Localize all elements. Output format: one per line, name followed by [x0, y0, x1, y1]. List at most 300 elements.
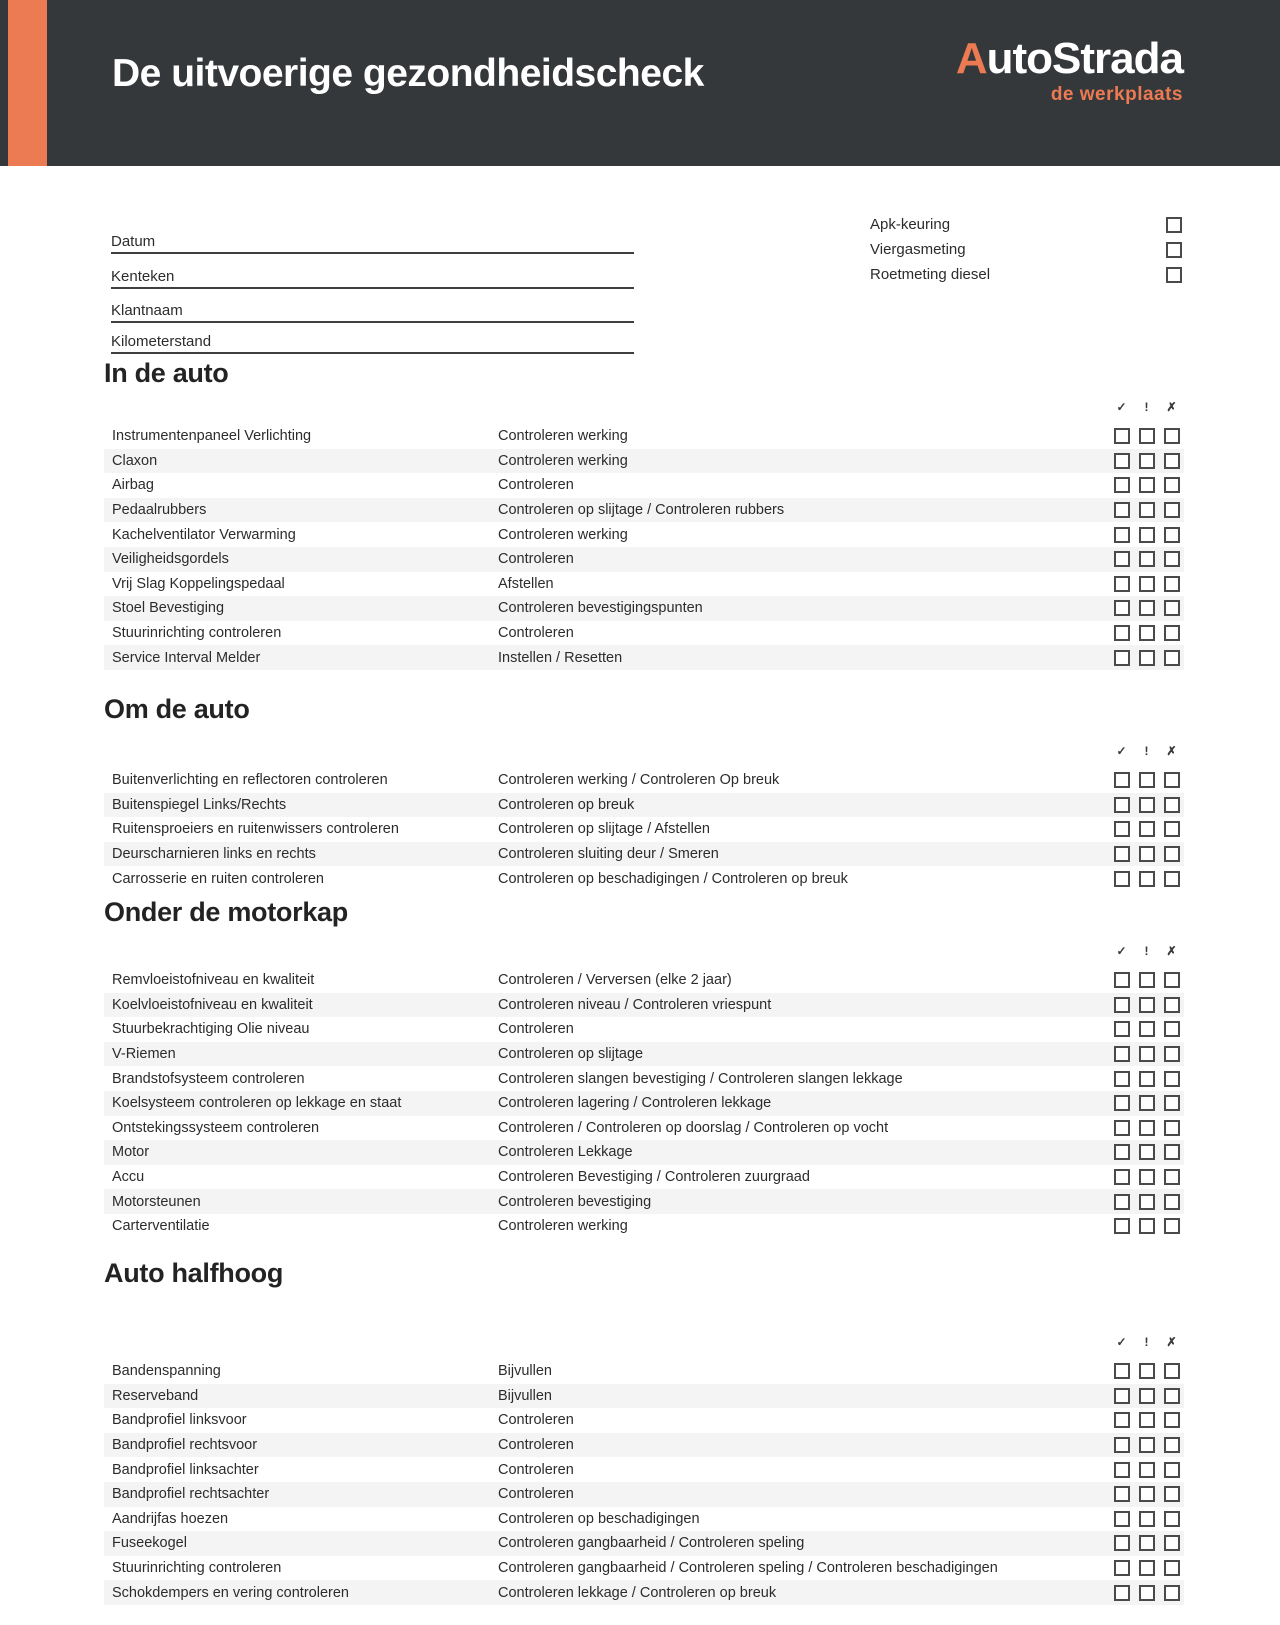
attention-checkbox[interactable]	[1139, 1046, 1155, 1062]
attention-checkbox[interactable]	[1139, 551, 1155, 567]
cross-checkbox[interactable]	[1164, 1363, 1180, 1379]
check-cells	[1109, 1169, 1184, 1185]
field-label: Datum	[111, 233, 156, 250]
attention-checkbox[interactable]	[1139, 772, 1155, 788]
check-checkbox[interactable]	[1114, 1095, 1130, 1111]
check-cell	[1159, 1486, 1184, 1502]
check-column-header	[104, 400, 1184, 415]
table-row	[104, 842, 1184, 867]
check-checkbox[interactable]	[1114, 997, 1130, 1013]
check-checkbox[interactable]	[1114, 527, 1130, 543]
table-row	[104, 1580, 1184, 1605]
item-label: Motor	[112, 1144, 150, 1161]
cross-checkbox[interactable]	[1164, 453, 1180, 469]
attention-checkbox[interactable]	[1139, 797, 1155, 813]
check-cell	[1109, 600, 1134, 616]
action-label: Controleren Bevestiging / Controleren zuurgraad	[498, 1169, 810, 1186]
check-cell	[1134, 772, 1159, 788]
attention-checkbox[interactable]	[1139, 527, 1155, 543]
attention-checkbox[interactable]	[1139, 821, 1155, 837]
check-checkbox[interactable]	[1114, 1120, 1130, 1136]
attention-checkbox[interactable]	[1139, 502, 1155, 518]
item-label: Accu	[112, 1169, 145, 1186]
table-row	[104, 793, 1184, 818]
cross-checkbox[interactable]	[1164, 972, 1180, 988]
action-label: Controleren werking	[498, 1218, 628, 1235]
check-cell	[1134, 1486, 1159, 1502]
check-cell	[1159, 502, 1184, 518]
check-cells	[1109, 1144, 1184, 1160]
item-label: Service Interval Melder	[112, 649, 261, 666]
check-checkbox[interactable]	[1114, 1194, 1130, 1210]
table-row	[104, 498, 1184, 523]
cross-checkbox[interactable]	[1164, 1560, 1180, 1576]
table-row	[104, 1507, 1184, 1532]
check-cells	[1109, 502, 1184, 518]
check-cells	[1109, 1388, 1184, 1404]
item-label: Brandstofsysteem controleren	[112, 1070, 305, 1087]
check-cell	[1159, 1194, 1184, 1210]
check-cell	[1134, 1194, 1159, 1210]
check-cells	[1109, 527, 1184, 543]
item-label: Aandrijfas hoezen	[112, 1510, 229, 1527]
check-checkbox[interactable]	[1114, 797, 1130, 813]
table-row	[104, 1042, 1184, 1067]
check-checkbox[interactable]	[1114, 972, 1130, 988]
attention-checkbox[interactable]	[1139, 1486, 1155, 1502]
check-checkbox[interactable]	[1114, 1560, 1130, 1576]
check-cell	[1159, 1120, 1184, 1136]
cross-checkbox[interactable]	[1164, 527, 1180, 543]
table-row	[104, 1116, 1184, 1141]
check-cell	[1159, 1095, 1184, 1111]
cross-icon: ✗	[1166, 744, 1177, 758]
cross-checkbox[interactable]	[1164, 1120, 1180, 1136]
cross-checkbox[interactable]	[1164, 428, 1180, 444]
check-cell	[1159, 1462, 1184, 1478]
item-label: Instrumentenpaneel Verlichting	[112, 428, 312, 445]
cross-checkbox[interactable]	[1164, 797, 1180, 813]
cross-checkbox[interactable]	[1164, 551, 1180, 567]
check-cell	[1134, 600, 1159, 616]
check-checkbox[interactable]	[1114, 1486, 1130, 1502]
check-checkbox[interactable]	[1114, 576, 1130, 592]
cross-checkbox[interactable]	[1164, 1194, 1180, 1210]
check-cells	[1109, 576, 1184, 592]
table-row	[104, 1165, 1184, 1190]
cross-checkbox[interactable]	[1164, 1511, 1180, 1527]
viergasmeting-checkbox[interactable]	[1166, 242, 1182, 258]
action-label: Controleren slangen bevestiging / Controleren slangen lekkage	[498, 1070, 903, 1087]
action-label: Controleren Lekkage	[498, 1144, 633, 1161]
check-cell	[1159, 1144, 1184, 1160]
check-cells	[1109, 477, 1184, 493]
attention-checkbox[interactable]	[1139, 600, 1155, 616]
attention-checkbox[interactable]	[1139, 1511, 1155, 1527]
check-cell	[1159, 997, 1184, 1013]
inspection-row	[870, 212, 1182, 237]
check-cell	[1109, 997, 1134, 1013]
attention-checkbox[interactable]	[1139, 576, 1155, 592]
item-label: Bandprofiel linksachter	[112, 1461, 259, 1478]
check-cell	[1159, 871, 1184, 887]
inspection-row	[870, 237, 1182, 262]
field-label: Kenteken	[111, 268, 175, 285]
action-label: Bijvullen	[498, 1387, 552, 1404]
field-label: Klantnaam	[111, 302, 183, 319]
check-checkbox[interactable]	[1114, 772, 1130, 788]
attention-checkbox[interactable]	[1139, 1585, 1155, 1601]
item-label: Airbag	[112, 477, 154, 494]
check-cell	[1109, 1585, 1134, 1601]
action-label: Controleren	[498, 625, 574, 642]
action-label: Controleren op breuk	[498, 796, 635, 813]
check-checkbox[interactable]	[1114, 600, 1130, 616]
check-icon: ✓	[1116, 1335, 1127, 1349]
cross-checkbox[interactable]	[1164, 1535, 1180, 1551]
check-checkbox[interactable]	[1114, 1218, 1130, 1234]
section-title-om-de-auto: Om de auto	[104, 694, 250, 724]
check-cell	[1134, 1095, 1159, 1111]
item-label: Motorsteunen	[112, 1193, 201, 1210]
item-label: Fuseekogel	[112, 1535, 187, 1552]
table-row	[104, 1433, 1184, 1458]
check-checkbox[interactable]	[1114, 428, 1130, 444]
check-checkbox[interactable]	[1114, 1144, 1130, 1160]
accent-bar	[8, 0, 47, 166]
check-cells	[1109, 1486, 1184, 1502]
check-cells	[1109, 1363, 1184, 1379]
check-cells	[1109, 1511, 1184, 1527]
cross-checkbox[interactable]	[1164, 650, 1180, 666]
check-cell	[1159, 650, 1184, 666]
item-label: Veiligheidsgordels	[112, 551, 229, 568]
action-label: Controleren / Controleren op doorslag / Controleren op vocht	[498, 1119, 889, 1136]
check-cell	[1159, 1437, 1184, 1453]
check-cell	[1159, 1560, 1184, 1576]
check-checkbox[interactable]	[1114, 1071, 1130, 1087]
attention-checkbox[interactable]	[1139, 1560, 1155, 1576]
check-cell	[1109, 1560, 1134, 1576]
item-label: Bandprofiel rechtsvoor	[112, 1437, 258, 1454]
check-checkbox[interactable]	[1114, 1021, 1130, 1037]
cross-checkbox[interactable]	[1164, 772, 1180, 788]
check-checkbox[interactable]	[1114, 551, 1130, 567]
check-cell	[1134, 821, 1159, 837]
check-cell	[1109, 625, 1134, 641]
cross-checkbox[interactable]	[1164, 871, 1180, 887]
check-cells	[1109, 453, 1184, 469]
header-banner	[0, 0, 1280, 166]
check-cells	[1109, 1535, 1184, 1551]
cross-checkbox[interactable]	[1164, 477, 1180, 493]
attention-checkbox[interactable]	[1139, 1144, 1155, 1160]
attention-checkbox[interactable]	[1139, 650, 1155, 666]
attention-checkbox[interactable]	[1139, 1071, 1155, 1087]
cross-checkbox[interactable]	[1164, 1486, 1180, 1502]
check-cell	[1109, 972, 1134, 988]
attention-checkbox[interactable]	[1139, 1120, 1155, 1136]
action-label: Controleren	[498, 551, 574, 568]
check-cell	[1134, 527, 1159, 543]
check-cell	[1109, 1412, 1134, 1428]
attention-checkbox[interactable]	[1139, 1194, 1155, 1210]
table-row	[104, 449, 1184, 474]
item-label: Claxon	[112, 452, 158, 469]
inspection-row	[870, 262, 1182, 287]
action-label: Controleren gangbaarheid / Controleren speling	[498, 1535, 805, 1552]
item-label: Carrosserie en ruiten controleren	[112, 870, 324, 887]
check-cell	[1109, 821, 1134, 837]
cross-checkbox[interactable]	[1164, 576, 1180, 592]
check-cells	[1109, 551, 1184, 567]
check-column-header	[104, 944, 1184, 959]
table-row	[104, 473, 1184, 498]
table-row	[104, 768, 1184, 793]
attention-checkbox[interactable]	[1139, 1437, 1155, 1453]
check-checkbox[interactable]	[1114, 502, 1130, 518]
check-cell	[1159, 772, 1184, 788]
checklist-table	[104, 768, 1184, 891]
action-label: Controleren niveau / Controleren vriespunt	[498, 996, 772, 1013]
check-cell	[1159, 453, 1184, 469]
check-cell	[1109, 772, 1134, 788]
logo-accent-letter: A	[955, 34, 987, 83]
item-label: Stuurinrichting controleren	[112, 625, 282, 642]
cross-checkbox[interactable]	[1164, 821, 1180, 837]
check-cell	[1159, 1021, 1184, 1037]
action-label: Controleren	[498, 1437, 574, 1454]
check-cell	[1134, 650, 1159, 666]
cross-checkbox[interactable]	[1164, 502, 1180, 518]
cross-checkbox[interactable]	[1164, 1585, 1180, 1601]
table-row	[104, 424, 1184, 449]
attention-checkbox[interactable]	[1139, 972, 1155, 988]
cross-checkbox[interactable]	[1164, 600, 1180, 616]
roetmeting-diesel-checkbox[interactable]	[1166, 267, 1182, 283]
table-row	[104, 866, 1184, 891]
attention-checkbox[interactable]	[1139, 1169, 1155, 1185]
check-checkbox[interactable]	[1114, 1437, 1130, 1453]
check-cell	[1159, 428, 1184, 444]
check-checkbox[interactable]	[1114, 1535, 1130, 1551]
cross-checkbox[interactable]	[1164, 1218, 1180, 1234]
check-cell	[1109, 1363, 1134, 1379]
cross-checkbox[interactable]	[1164, 846, 1180, 862]
attention-checkbox[interactable]	[1139, 1095, 1155, 1111]
attention-checkbox[interactable]	[1139, 846, 1155, 862]
item-label: Buitenverlichting en reflectoren controleren	[112, 772, 388, 789]
table-row	[104, 1482, 1184, 1507]
item-label: Stuurbekrachtiging Olie niveau	[112, 1021, 310, 1038]
table-row	[104, 1531, 1184, 1556]
item-label: Vrij Slag Koppelingspedaal	[112, 575, 285, 592]
checklist-table	[104, 968, 1184, 1239]
item-label: Bandprofiel rechtsachter	[112, 1486, 270, 1503]
attention-icon: !	[1144, 400, 1149, 414]
check-cell	[1109, 1169, 1134, 1185]
section-title-onder-de-motorkap: Onder de motorkap	[104, 897, 348, 927]
check-cell	[1159, 1585, 1184, 1601]
inspection-label: Viergasmeting	[870, 241, 966, 258]
cross-checkbox[interactable]	[1164, 1144, 1180, 1160]
check-cell	[1109, 1535, 1134, 1551]
check-cell	[1159, 551, 1184, 567]
cross-checkbox[interactable]	[1164, 1046, 1180, 1062]
check-cell	[1134, 1535, 1159, 1551]
attention-checkbox[interactable]	[1139, 1412, 1155, 1428]
attention-checkbox[interactable]	[1139, 1363, 1155, 1379]
check-checkbox[interactable]	[1114, 650, 1130, 666]
check-cells	[1109, 650, 1184, 666]
cross-checkbox[interactable]	[1164, 1169, 1180, 1185]
action-label: Afstellen	[498, 575, 554, 592]
table-row	[104, 596, 1184, 621]
attention-checkbox[interactable]	[1139, 1021, 1155, 1037]
action-label: Controleren op beschadigingen / Controleren op breuk	[498, 870, 848, 887]
attention-checkbox[interactable]	[1139, 1535, 1155, 1551]
attention-checkbox[interactable]	[1139, 477, 1155, 493]
table-row	[104, 817, 1184, 842]
check-checkbox[interactable]	[1114, 871, 1130, 887]
check-cells	[1109, 1194, 1184, 1210]
check-cell	[1109, 576, 1134, 592]
check-checkbox[interactable]	[1114, 1462, 1130, 1478]
check-checkbox[interactable]	[1114, 453, 1130, 469]
attention-checkbox[interactable]	[1139, 997, 1155, 1013]
check-checkbox[interactable]	[1114, 625, 1130, 641]
cross-checkbox[interactable]	[1164, 1095, 1180, 1111]
table-row	[104, 621, 1184, 646]
check-cell	[1134, 997, 1159, 1013]
action-label: Controleren werking	[498, 428, 628, 445]
check-cell	[1159, 1511, 1184, 1527]
check-cells	[1109, 972, 1184, 988]
table-row	[104, 645, 1184, 670]
check-cell	[1134, 797, 1159, 813]
action-label: Controleren	[498, 1021, 574, 1038]
attention-checkbox[interactable]	[1139, 1218, 1155, 1234]
cross-checkbox[interactable]	[1164, 1071, 1180, 1087]
check-cell	[1109, 1511, 1134, 1527]
cross-checkbox[interactable]	[1164, 1021, 1180, 1037]
attention-checkbox[interactable]	[1139, 625, 1155, 641]
section-title-auto-halfhoog: Auto halfhoog	[104, 1258, 284, 1288]
check-checkbox[interactable]	[1114, 846, 1130, 862]
check-cell	[1134, 871, 1159, 887]
cross-checkbox[interactable]	[1164, 1412, 1180, 1428]
action-label: Controleren	[498, 1461, 574, 1478]
check-cell	[1109, 428, 1134, 444]
table-row	[104, 968, 1184, 993]
check-cell	[1134, 477, 1159, 493]
check-checkbox[interactable]	[1114, 821, 1130, 837]
action-label: Controleren op beschadigingen	[498, 1510, 700, 1527]
check-cell	[1109, 1071, 1134, 1087]
check-cells	[1109, 1462, 1184, 1478]
check-cell	[1109, 1388, 1134, 1404]
check-cell	[1159, 600, 1184, 616]
attention-checkbox[interactable]	[1139, 1462, 1155, 1478]
check-cell	[1109, 1120, 1134, 1136]
check-icon: ✓	[1116, 744, 1127, 758]
check-cell	[1109, 502, 1134, 518]
kenteken-field[interactable]	[111, 263, 634, 289]
check-cell	[1159, 625, 1184, 641]
table-row	[104, 1384, 1184, 1409]
check-cells	[1109, 797, 1184, 813]
check-cell	[1134, 1046, 1159, 1062]
check-cell	[1134, 1169, 1159, 1185]
check-cell	[1109, 477, 1134, 493]
apk-keuring-checkbox[interactable]	[1166, 217, 1182, 233]
table-row	[104, 1066, 1184, 1091]
check-cells	[1109, 428, 1184, 444]
logo-name-rest: utoStrada	[986, 34, 1183, 83]
action-label: Controleren bevestigingspunten	[498, 600, 703, 617]
item-label: Remvloeistofniveau en kwaliteit	[112, 972, 315, 989]
check-cell	[1134, 428, 1159, 444]
cross-checkbox[interactable]	[1164, 1437, 1180, 1453]
check-cell	[1109, 1486, 1134, 1502]
table-row	[104, 547, 1184, 572]
check-checkbox[interactable]	[1114, 1585, 1130, 1601]
check-checkbox[interactable]	[1114, 1412, 1130, 1428]
check-cell	[1109, 1046, 1134, 1062]
check-checkbox[interactable]	[1114, 1363, 1130, 1379]
check-column-header	[104, 1335, 1184, 1350]
item-label: Pedaalrubbers	[112, 502, 207, 519]
attention-checkbox[interactable]	[1139, 1388, 1155, 1404]
attention-checkbox[interactable]	[1139, 428, 1155, 444]
action-label: Controleren bevestiging	[498, 1193, 652, 1210]
check-checkbox[interactable]	[1114, 1169, 1130, 1185]
cross-checkbox[interactable]	[1164, 625, 1180, 641]
datum-field[interactable]	[111, 228, 634, 254]
action-label: Controleren	[498, 477, 574, 494]
section-title-in-de-auto: In de auto	[104, 358, 229, 388]
item-label: Schokdempers en vering controleren	[112, 1584, 349, 1601]
check-checkbox[interactable]	[1114, 1046, 1130, 1062]
attention-checkbox[interactable]	[1139, 453, 1155, 469]
check-cell	[1109, 1021, 1134, 1037]
check-cell	[1109, 1462, 1134, 1478]
attention-icon: !	[1144, 944, 1149, 958]
check-cell	[1109, 1218, 1134, 1234]
check-cell	[1134, 453, 1159, 469]
table-row	[104, 1457, 1184, 1482]
check-checkbox[interactable]	[1114, 1511, 1130, 1527]
document-title: De uitvoerige gezondheidscheck	[112, 52, 704, 95]
cross-checkbox[interactable]	[1164, 1388, 1180, 1404]
check-cells	[1109, 1095, 1184, 1111]
kilometerstand-field[interactable]	[111, 328, 634, 354]
check-cell	[1134, 576, 1159, 592]
cross-checkbox[interactable]	[1164, 997, 1180, 1013]
check-cells	[1109, 871, 1184, 887]
check-cells	[1109, 1585, 1184, 1601]
cross-checkbox[interactable]	[1164, 1462, 1180, 1478]
attention-checkbox[interactable]	[1139, 871, 1155, 887]
check-cells	[1109, 625, 1184, 641]
check-checkbox[interactable]	[1114, 1388, 1130, 1404]
klantnaam-field[interactable]	[111, 297, 634, 323]
table-row	[104, 993, 1184, 1018]
check-icon: ✓	[1116, 400, 1127, 414]
check-checkbox[interactable]	[1114, 477, 1130, 493]
table-row	[104, 1140, 1184, 1165]
check-cell	[1159, 1388, 1184, 1404]
